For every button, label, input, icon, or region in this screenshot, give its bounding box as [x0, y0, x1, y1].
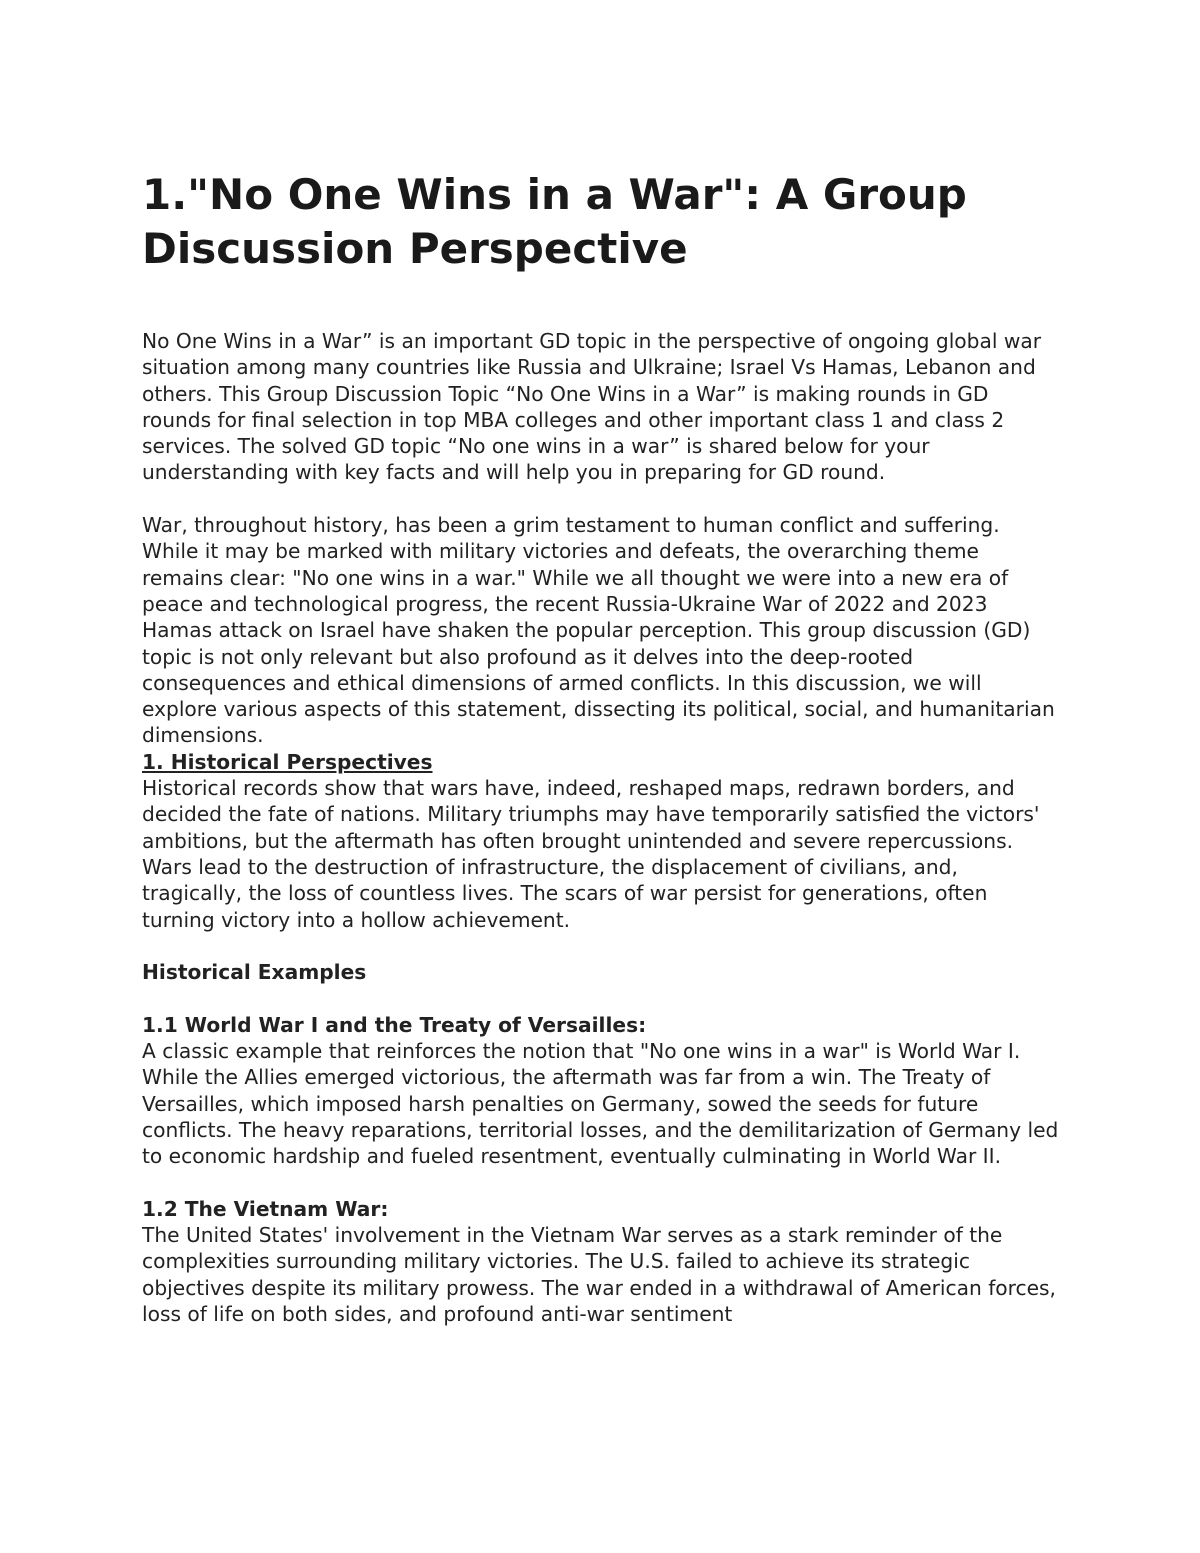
historical-examples-heading: Historical Examples [142, 960, 367, 985]
spacer [142, 486, 1062, 512]
example-heading-world-war-i: 1.1 World War I and the Treaty of Versailles: [142, 1012, 647, 1037]
example-heading-vietnam-war: 1.2 The Vietnam War: [142, 1196, 389, 1221]
spacer [142, 985, 1062, 1011]
example-body-world-war-i: A classic example that reinforces the notion that "No one wins in a war" is World War I. While the Allies emerged victorious, the aftermath was far from a win. The Treaty of Versailles, which imposed harsh penalties on Germany, sowed the seeds for future conflicts. The heavy reparations, territorial losses, and the demilitarization of Germany led to economic hardship and fueled resentment, eventually culminating in World War II. [142, 1039, 1059, 1169]
spacer [142, 933, 1062, 959]
document-page [142, 168, 1062, 1327]
section-body-historical-perspectives: Historical records show that wars have, indeed, reshaped maps, redrawn borders, and decided the fate of nations. Military triumphs may have temporarily satisfied the victors' ambitions, but the aftermath has often brought unintended and severe repercussions. Wars lead to the destruction of infrastructure, the displacement of civilians, and, tragically, the loss of countless lives. The scars of war persist for generations, often turning victory into a hollow achievement. [142, 776, 1040, 932]
document-title: 1."No One Wins in a War": A Group Discussion Perspective [142, 170, 967, 273]
example-body-vietnam-war: The United States' involvement in the Vietnam War serves as a stark reminder of the complexities surrounding military victories. The U.S. failed to achieve its strategic objectives despite its military prowess. The war ended in a withdrawal of American forces, loss of life on both sides, and profound anti-war sentiment [142, 1223, 1056, 1326]
overview-paragraph: War, throughout history, has been a grim testament to human conflict and suffering. While it may be marked with military victories and defeats, the overarching theme remains clear: "No one wins in a war." While we all thought we were into a new era of peace and technological progress, the recent Russia-Ukraine War of 2022 and 2023 Hamas attack on Israel have shaken the popular perception. This group discussion (GD) topic is not only relevant but also profound as it delves into the deep-rooted consequences and ethical dimensions of armed conflicts. In this discussion, we will explore various aspects of this statement, dissecting its political, social, and humanitarian dimensions. [142, 513, 1055, 748]
section-heading-historical-perspectives: 1. Historical Perspectives [142, 749, 433, 774]
intro-paragraph: No One Wins in a War” is an important GD topic in the perspective of ongoing global war situation among many countries like Russia and Ulkraine; Israel Vs Hamas, Lebanon and others. This Group Discussion Topic “No One Wins in a War” is making rounds in GD rounds for final selection in top MBA colleges and other important class 1 and class 2 services. The solved GD topic “No one wins in a war” is shared below for your understanding with key facts and will help you in preparing for GD round. [142, 329, 1042, 485]
spacer [142, 1170, 1062, 1196]
